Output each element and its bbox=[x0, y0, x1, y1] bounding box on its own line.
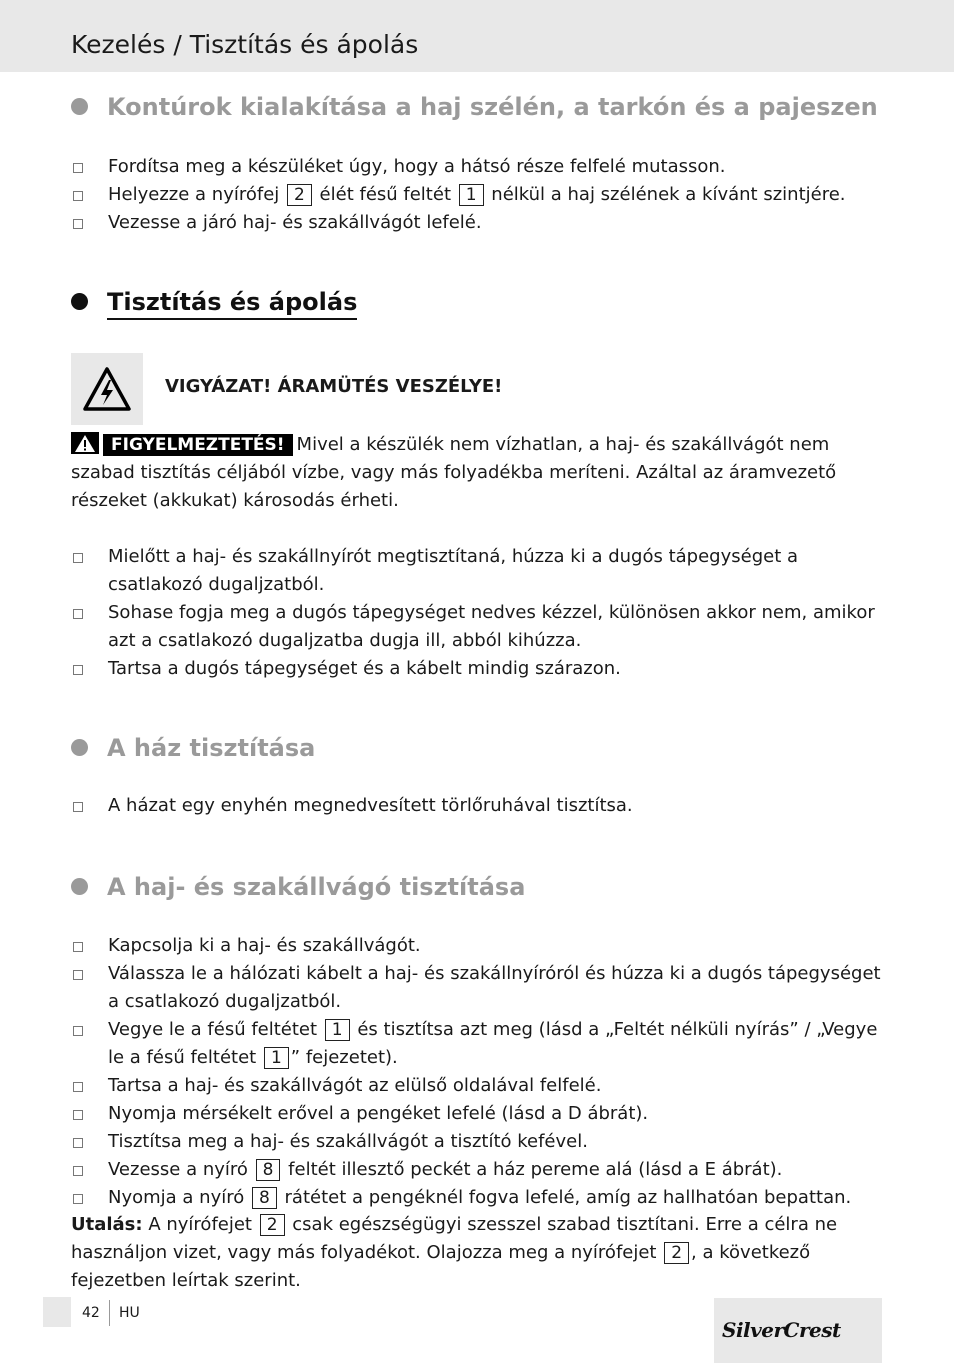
part-ref: 1 bbox=[264, 1047, 289, 1069]
list-item-text: és tisztítsa azt meg (lásd a „Feltét nélküli nyírás” / „Vegye le a fésű feltétet bbox=[108, 1019, 878, 1068]
checkbox-bullet-icon bbox=[73, 609, 83, 619]
list-item-text: Sohase fogja meg a dugós tápegységet nedves kézzel, különösen akkor nem, amikor azt a csatlakozó dugaljzatba dugja ill, abból kihúzza. bbox=[108, 602, 875, 651]
section-title: A ház tisztítása bbox=[107, 734, 316, 762]
trimmer-list bbox=[71, 932, 883, 1212]
list-item-text: ” fejezetet). bbox=[290, 1047, 398, 1068]
note-paragraph bbox=[71, 1211, 883, 1295]
footer-marker bbox=[43, 1297, 71, 1327]
list-item bbox=[71, 792, 883, 820]
note-text: csak egészségügyi szesszel szabad tisztítani. Erre a célra ne használjon vizet, vagy más folyadékot. Olajozza meg a nyírófejet bbox=[71, 1214, 838, 1263]
checkbox-bullet-icon bbox=[73, 553, 83, 563]
bullet-dot-icon bbox=[71, 98, 88, 115]
section-heading-cleaning bbox=[71, 288, 357, 316]
checkbox-bullet-icon bbox=[73, 219, 83, 229]
list-item bbox=[71, 543, 883, 599]
list-item-text: Vegye le a fésű feltétet bbox=[108, 1019, 323, 1040]
checkbox-bullet-icon bbox=[73, 191, 83, 201]
housing-list bbox=[71, 792, 883, 820]
list-item bbox=[71, 932, 883, 960]
list-item bbox=[71, 1016, 883, 1072]
list-item-text: Vezesse a nyíró bbox=[108, 1159, 254, 1180]
part-ref: 8 bbox=[256, 1159, 281, 1181]
list-item-text: Nyomja mérsékelt erővel a pengéket lefelé (lásd a D ábrát). bbox=[108, 1103, 649, 1124]
page-language: HU bbox=[119, 1305, 140, 1321]
section-title: A haj- és szakállvágó tisztítása bbox=[107, 873, 526, 901]
part-ref: 2 bbox=[287, 184, 312, 206]
page-title: Kezelés / Tisztítás és ápolás bbox=[71, 30, 419, 59]
checkbox-bullet-icon bbox=[73, 970, 83, 980]
contour-list bbox=[71, 153, 883, 237]
list-item-text: Válassza le a hálózati kábelt a haj- és szakállnyíróról és húzza ki a dugós tápegységet a csatlakozó dugaljzatból. bbox=[108, 963, 881, 1012]
footer-divider bbox=[109, 1300, 110, 1326]
electric-hazard-icon-box bbox=[71, 353, 143, 425]
checkbox-bullet-icon bbox=[73, 163, 83, 173]
list-item bbox=[71, 960, 883, 1016]
list-item bbox=[71, 181, 883, 209]
list-item bbox=[71, 1100, 883, 1128]
cleaning-list bbox=[71, 543, 883, 683]
section-heading-contour bbox=[71, 93, 878, 121]
list-item-text: Fordítsa meg a készüléket úgy, hogy a hátsó része felfelé mutasson. bbox=[108, 156, 726, 177]
list-item bbox=[71, 209, 883, 237]
list-item bbox=[71, 153, 883, 181]
page-header bbox=[0, 0, 954, 72]
checkbox-bullet-icon bbox=[73, 802, 83, 812]
brand-logo: SilverCrest bbox=[722, 1318, 841, 1342]
bullet-dot-icon bbox=[71, 739, 88, 756]
checkbox-bullet-icon bbox=[73, 1138, 83, 1148]
list-item-text: feltét illesztő peckét a ház pereme alá (lásd a E ábrát). bbox=[282, 1159, 783, 1180]
list-item-text: Kapcsolja ki a haj- és szakállvágót. bbox=[108, 935, 421, 956]
list-item-text: rátétet a pengéknél fogva lefelé, amíg az hallhatóan bepattan. bbox=[278, 1187, 852, 1208]
list-item-text: nélkül a haj szélének a kívánt szintjére. bbox=[485, 184, 846, 205]
list-item-text: Nyomja a nyíró bbox=[108, 1187, 250, 1208]
checkbox-bullet-icon bbox=[73, 1166, 83, 1176]
checkbox-bullet-icon bbox=[73, 1082, 83, 1092]
section-title: Tisztítás és ápolás bbox=[107, 288, 357, 320]
list-item-text: Tartsa a dugós tápegységet és a kábelt mindig szárazon. bbox=[108, 658, 621, 679]
part-ref: 2 bbox=[260, 1214, 285, 1236]
section-title: Kontúrok kialakítása a haj szélén, a tarkón és a pajeszen bbox=[107, 93, 878, 121]
note-label: Utalás: bbox=[71, 1214, 143, 1235]
section-heading-housing bbox=[71, 734, 315, 762]
list-item-text: Tisztítsa meg a haj- és szakállvágót a tisztító kefével. bbox=[108, 1131, 588, 1152]
section-heading-trimmer bbox=[71, 873, 525, 901]
list-item-text: Mielőtt a haj- és szakállnyírót megtisztítaná, húzza ki a dugós tápegységet a csatlakozó dugaljzatból. bbox=[108, 546, 799, 595]
warning-text: Mivel a készülék nem vízhatlan, a haj- és szakállvágót nem szabad tisztítás céljából vízbe, vagy más folyadékba meríteni. Azáltal az áramvezető részeket (akkukat) károsodás érheti. bbox=[71, 434, 837, 511]
list-item bbox=[71, 1156, 883, 1184]
electric-hazard-icon bbox=[82, 366, 132, 412]
part-ref: 1 bbox=[459, 184, 484, 206]
note-text: A nyírófejet bbox=[142, 1214, 258, 1235]
note-text: , a következő fejezetben leírtak szerint. bbox=[71, 1242, 811, 1291]
warning-triangle-icon bbox=[71, 432, 99, 454]
part-ref: 2 bbox=[664, 1242, 689, 1264]
bullet-dot-icon bbox=[71, 878, 88, 895]
list-item-text: A házat egy enyhén megnedvesített törlőruhával tisztítsa. bbox=[108, 795, 633, 816]
warning-paragraph bbox=[71, 431, 883, 515]
warning-label: FIGYELMEZTETÉS! bbox=[103, 434, 293, 456]
list-item-text: élét fésű feltét bbox=[313, 184, 457, 205]
checkbox-bullet-icon bbox=[73, 942, 83, 952]
checkbox-bullet-icon bbox=[73, 1026, 83, 1036]
checkbox-bullet-icon bbox=[73, 665, 83, 675]
checkbox-bullet-icon bbox=[73, 1110, 83, 1120]
list-item bbox=[71, 1128, 883, 1156]
page-number: 42 bbox=[82, 1305, 100, 1321]
list-item bbox=[71, 1072, 883, 1100]
part-ref: 8 bbox=[252, 1187, 277, 1209]
checkbox-bullet-icon bbox=[73, 1194, 83, 1204]
list-item bbox=[71, 655, 883, 683]
part-ref: 1 bbox=[325, 1019, 350, 1041]
list-item-text: Tartsa a haj- és szakállvágót az elülső oldalával felfelé. bbox=[108, 1075, 602, 1096]
caution-text: VIGYÁZAT! ÁRAMÜTÉS VESZÉLYE! bbox=[165, 376, 503, 397]
list-item-text: Helyezze a nyírófej bbox=[108, 184, 285, 205]
bullet-dot-icon bbox=[71, 293, 88, 310]
list-item-text: Vezesse a járó haj- és szakállvágót lefelé. bbox=[108, 212, 482, 233]
list-item bbox=[71, 1184, 883, 1212]
list-item bbox=[71, 599, 883, 655]
